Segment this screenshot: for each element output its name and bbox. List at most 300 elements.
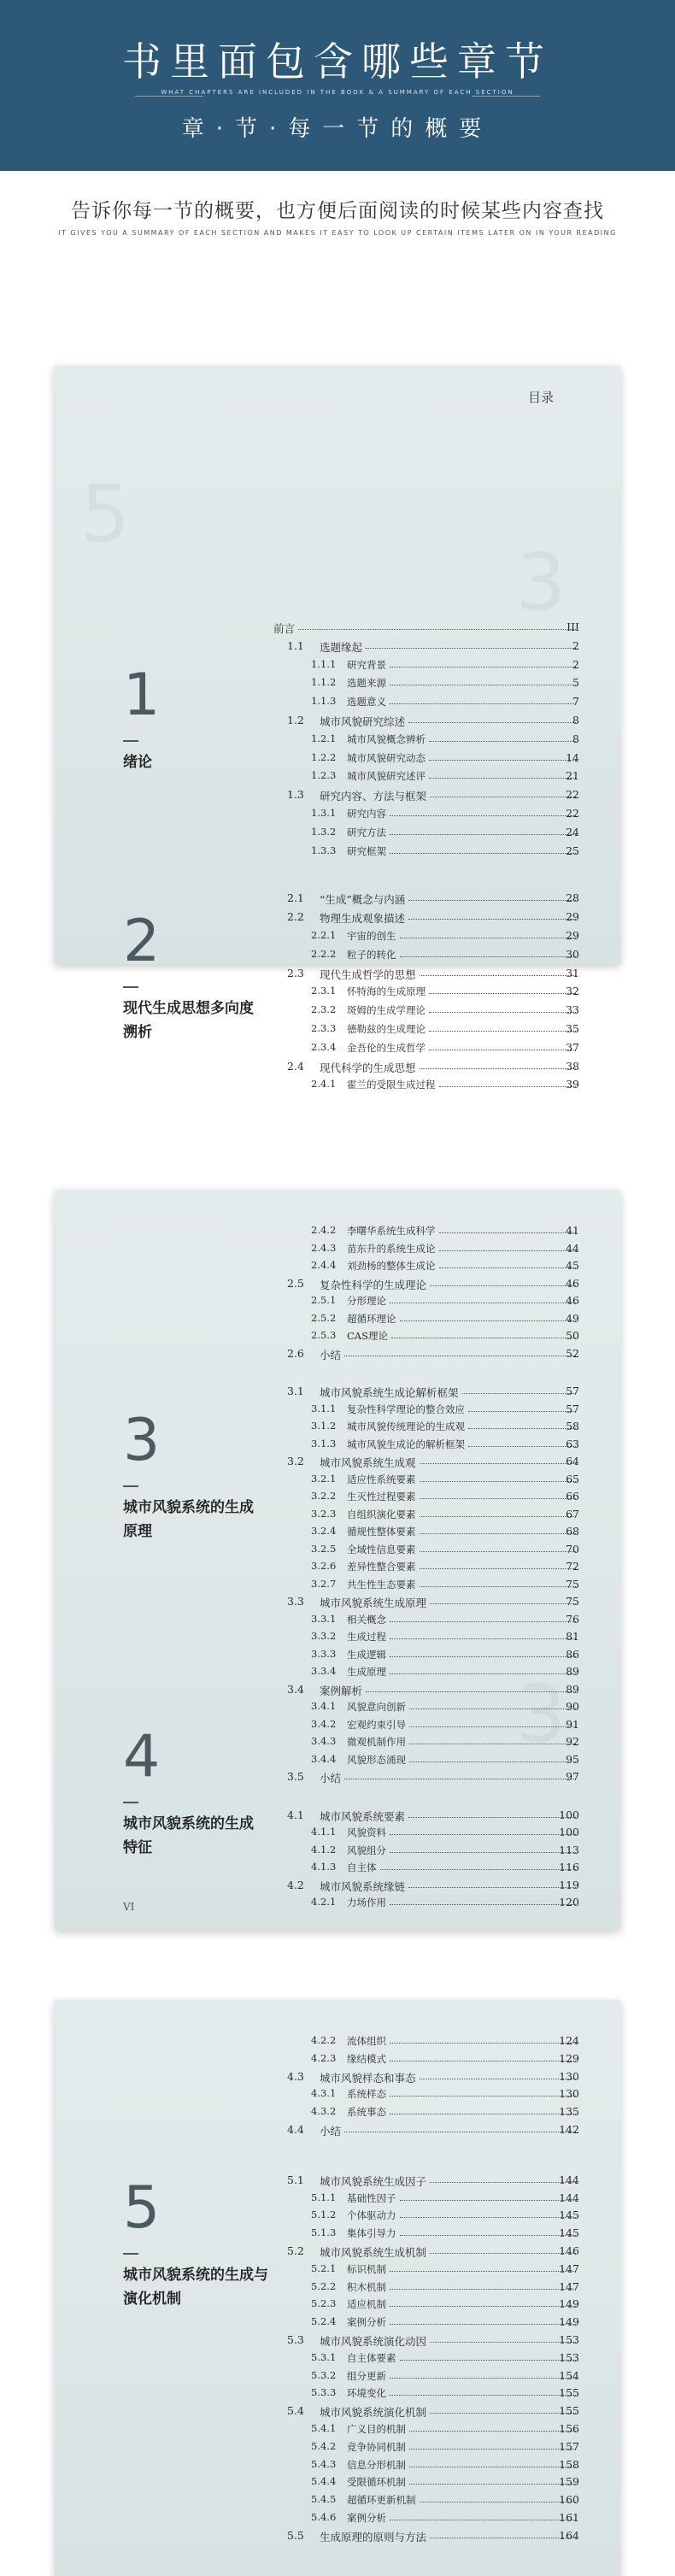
section-number: 2.2.2 <box>311 947 337 960</box>
section-title: 生成过程 <box>347 1631 386 1643</box>
page-ref: 28 <box>566 891 579 905</box>
section-title: 城市风貌生成论的解析框架 <box>347 1438 465 1450</box>
section-title: 怀特海的生成原理 <box>347 985 426 998</box>
section-title: 超循环理论 <box>347 1312 396 1325</box>
page-ref: 68 <box>566 1525 579 1538</box>
section-number: 2.5.1 <box>311 1294 337 1306</box>
section-title: 环境变化 <box>347 2387 386 2400</box>
section-title: 选题缘起 <box>320 640 363 654</box>
toc-entry <box>55 910 620 931</box>
page-ref: 86 <box>566 1647 579 1661</box>
section-title: 受限循环机制 <box>347 2476 406 2489</box>
section-number: 2.2.1 <box>311 929 337 941</box>
section-number: 3.5 <box>287 1770 304 1783</box>
page-ref: 164 <box>559 2528 579 2542</box>
section-title: 广义目的机制 <box>347 2423 406 2435</box>
section-number: 3.3.2 <box>311 1630 337 1642</box>
section-number: 5.4 <box>287 2404 304 2418</box>
section-title: 城市风貌概念辨析 <box>347 732 426 745</box>
section-number: 1.1.3 <box>311 695 337 708</box>
section-title: 宇宙的创生 <box>347 930 396 942</box>
page-ref: 147 <box>559 2279 579 2293</box>
page-ref: 155 <box>559 2386 579 2400</box>
section-title: 城市风貌系统生成机制 <box>320 2246 427 2259</box>
section-title: 城市风貌研究述评 <box>347 770 426 783</box>
section-number: 1.3.3 <box>311 844 337 856</box>
toc-entry <box>55 1347 620 1367</box>
section-title: 自主体要素 <box>347 2351 396 2364</box>
section-number: 1.1.2 <box>311 676 337 689</box>
section-title: 共生性生态要素 <box>347 1578 416 1591</box>
section-title: 微观机制作用 <box>347 1736 406 1748</box>
section-number: 4.2.1 <box>311 1896 337 1908</box>
toc-entry <box>55 807 620 827</box>
page-ref: 70 <box>566 1542 579 1556</box>
section-number: 1.2.1 <box>311 732 337 744</box>
section-title: 集体引导力 <box>347 2227 396 2240</box>
section-title: 风貌资料 <box>347 1826 386 1838</box>
page-ref: 41 <box>566 1224 579 1237</box>
page-ref: 5 <box>572 676 579 690</box>
page-ref: 29 <box>566 910 579 924</box>
section-title: 复杂性科学理论的整合效应 <box>347 1403 465 1415</box>
section-number: 5.2.4 <box>311 2315 337 2328</box>
section-title: 城市风貌系统演化动因 <box>320 2335 427 2348</box>
section-number: 4.1.2 <box>311 1843 337 1856</box>
section-number: 1.2.3 <box>311 769 337 782</box>
page-ref: 160 <box>559 2493 579 2507</box>
page-ref: 90 <box>566 1700 579 1713</box>
page-ref: 7 <box>572 695 579 709</box>
page-ref: 129 <box>559 2051 579 2065</box>
section-number: 2.3.2 <box>311 1003 337 1016</box>
page-ref: 64 <box>566 1455 579 1467</box>
section-number: 4.3.1 <box>311 2087 337 2100</box>
section-title: 小结 <box>320 1348 342 1362</box>
section-title: 信息分形机制 <box>347 2458 406 2471</box>
section-title: 系统样态 <box>347 2088 386 2101</box>
section-number: 5.2.1 <box>311 2261 337 2274</box>
section-title: 金吾伦的生成哲学 <box>347 1041 426 1054</box>
section-title: 系统事态 <box>347 2106 386 2119</box>
page-ref: 158 <box>559 2457 579 2471</box>
section-number: 5.4.5 <box>311 2493 337 2506</box>
section-title: 缘结模式 <box>347 2052 386 2065</box>
section-number: 3.1.3 <box>311 1437 337 1450</box>
section-title: 城市风貌系统演化机制 <box>320 2406 427 2420</box>
chapter-number: 2 <box>123 908 161 975</box>
section-title: 城市风貌研究动态 <box>347 751 426 764</box>
bleed-through-mark: 3 <box>516 1668 566 1760</box>
toc-title: 目录 <box>527 390 554 405</box>
page-ref: 14 <box>566 750 579 764</box>
toc-entry <box>55 676 620 697</box>
toc-entry <box>55 948 620 968</box>
page-ref: 8 <box>572 714 579 726</box>
section-title: 个体驱动力 <box>347 2209 396 2222</box>
page-ref: 154 <box>559 2368 579 2382</box>
page-ref: 38 <box>566 1059 579 1073</box>
intro-text-en: IT GIVES YOU A SUMMARY OF EACH SECTION AND MAKES IT EASY TO LOOK UP CERTAIN ITEMS LATER ON IN YOUR READING <box>58 229 617 237</box>
header-title: 书里面包含哪些章节 <box>122 38 553 85</box>
section-number: 5.4.6 <box>311 2511 337 2523</box>
page-ref: 76 <box>566 1612 579 1626</box>
page-ref: 142 <box>559 2123 579 2136</box>
section-number: 4.4 <box>287 2123 304 2136</box>
page-ref: 144 <box>559 2191 579 2204</box>
section-title: 宏观约束引导 <box>347 1718 406 1731</box>
intro-text: 告诉你每一节的概要，也方便后面阅读的时候某些内容查找 <box>71 200 604 222</box>
header-banner <box>0 0 675 171</box>
section-number: 5.4.2 <box>311 2439 337 2452</box>
section-title: CAS理论 <box>347 1330 388 1342</box>
section-number: 2.6 <box>287 1346 304 1360</box>
section-title: 前言 <box>273 622 296 635</box>
page-ref: 44 <box>566 1241 579 1255</box>
section-title: 研究框架 <box>347 844 386 857</box>
section-title: 差异性整合要素 <box>347 1561 416 1573</box>
section-number: 3.2.5 <box>311 1542 337 1555</box>
section-title: 城市风貌系统生成因子 <box>320 2174 427 2188</box>
section-number: 3.3 <box>287 1595 304 1608</box>
section-title: 研究内容、方法与框架 <box>320 790 427 803</box>
section-number: 3.3.3 <box>311 1647 337 1660</box>
page-ref: 113 <box>559 1843 579 1856</box>
section-title: 生成逻辑 <box>347 1648 386 1661</box>
page-ref: 97 <box>566 1770 579 1783</box>
page-ref: 63 <box>566 1437 579 1450</box>
chapter-number: 3 <box>123 1407 161 1474</box>
toc-page-3 <box>55 2000 620 2576</box>
toc-entry <box>55 1896 620 1916</box>
section-number: 2.5.3 <box>311 1329 337 1341</box>
page-ref: 2 <box>572 638 579 652</box>
section-title: 自主体 <box>347 1861 377 1873</box>
section-number: 3.2.2 <box>311 1490 337 1502</box>
bleed-through-mark: 5 <box>80 468 131 560</box>
page-ref: 22 <box>566 807 579 820</box>
section-number: 3.3.1 <box>311 1612 337 1625</box>
page-ref: 153 <box>559 2350 579 2364</box>
toc-entry <box>55 751 620 772</box>
page-ref: 58 <box>566 1420 579 1432</box>
page-ref: 159 <box>559 2475 579 2489</box>
section-title: 力场作用 <box>347 1897 386 1908</box>
section-number: 4.2.2 <box>311 2034 337 2046</box>
page-ref: 116 <box>559 1861 579 1873</box>
section-title: 风貌组分 <box>347 1844 386 1856</box>
section-title: 小结 <box>320 2125 342 2138</box>
section-number: 5.3 <box>287 2333 304 2346</box>
toc-entry <box>55 658 620 679</box>
section-number: 4.1 <box>287 1808 304 1821</box>
page-ref: 135 <box>559 2105 579 2119</box>
page-ref: 39 <box>566 1078 579 1091</box>
section-number: 5.3.1 <box>311 2350 337 2363</box>
section-number: 2.4.4 <box>311 1259 337 1271</box>
section-number: 3.3.4 <box>311 1665 337 1677</box>
section-number: 5.2 <box>287 2244 304 2257</box>
page-ref: 124 <box>559 2034 579 2047</box>
chapter-number: 5 <box>123 2174 161 2242</box>
page-ref: 52 <box>566 1346 579 1360</box>
page-ref: 147 <box>559 2261 579 2275</box>
section-number: 3.1.1 <box>311 1402 337 1414</box>
section-title: 循规性整体要素 <box>347 1526 416 1538</box>
toc-page-2 <box>55 1190 620 1930</box>
page-ref: 57 <box>566 1402 579 1415</box>
toc-entry <box>55 1041 620 1062</box>
page-number: VI <box>123 1901 135 1913</box>
divider <box>123 1802 138 1803</box>
section-number: 3.4 <box>287 1682 304 1696</box>
section-title: 风貌意向创新 <box>347 1701 406 1713</box>
section-title: 生灭性过程要素 <box>347 1491 416 1503</box>
section-number: 1.3.1 <box>311 807 337 819</box>
chapter-title: 现代生成思想多向度溯析 <box>123 1000 254 1041</box>
section-title: 苗东升的系统生成论 <box>347 1242 436 1255</box>
chapter-title: 城市风貌系统的生成原理 <box>123 1499 254 1540</box>
section-title: 斑姆的生成学理论 <box>347 1004 426 1017</box>
toc-entry <box>55 1770 620 1791</box>
section-number: 5.1.1 <box>311 2191 337 2203</box>
section-title: 城市风貌传统理论的生成观 <box>347 1420 465 1432</box>
section-number: 4.3.2 <box>311 2105 337 2118</box>
section-number: 1.3.2 <box>311 825 337 838</box>
header-subtitle: 章·节·每一节的概要 <box>181 116 494 142</box>
section-number: 1.1 <box>287 638 304 652</box>
section-number: 3.2.3 <box>311 1507 337 1520</box>
toc-entry <box>55 967 620 987</box>
section-number: 3.4.1 <box>311 1700 337 1712</box>
section-number: 2.5.2 <box>311 1311 337 1324</box>
section-title: 适应性系统要素 <box>347 1473 416 1485</box>
page-ref: 156 <box>559 2422 579 2435</box>
toc-entry <box>55 620 620 641</box>
page-ref: 65 <box>566 1472 579 1485</box>
section-number: 3.2.6 <box>311 1560 337 1572</box>
chapter-title: 城市风貌系统的生成特征 <box>123 1815 254 1856</box>
section-title: 粒子的转化 <box>347 948 396 961</box>
section-number: 5.5 <box>287 2528 304 2542</box>
toc-entry <box>55 929 620 950</box>
toc-entry <box>55 891 620 912</box>
page-ref: 33 <box>566 1003 579 1017</box>
section-title: 适应机制 <box>347 2298 386 2311</box>
page-ref: 46 <box>566 1276 579 1290</box>
page-ref: 45 <box>566 1259 579 1272</box>
section-title: 超循环更新机制 <box>347 2494 416 2507</box>
section-title: 城市风貌系统生成观 <box>320 1456 416 1469</box>
section-title: 研究方法 <box>347 826 386 838</box>
page-ref: 8 <box>572 732 579 745</box>
section-title: 李曙华系统生成科学 <box>347 1225 436 1237</box>
section-number: 4.2.3 <box>311 2051 337 2064</box>
section-number: 3.4.4 <box>311 1752 337 1765</box>
section-number: 2.4.2 <box>311 1224 337 1236</box>
chapter-title: 绪论 <box>123 754 152 771</box>
page-ref: 146 <box>559 2244 579 2257</box>
section-number: 2.1 <box>287 891 304 905</box>
chapter-number: 4 <box>123 1723 161 1791</box>
section-number: 4.1.3 <box>311 1861 337 1873</box>
section-number: 5.4.4 <box>311 2475 337 2488</box>
page-ref: 92 <box>566 1735 579 1748</box>
page-ref: 157 <box>559 2439 579 2453</box>
section-title: 标识机制 <box>347 2262 386 2275</box>
section-title: 现代生成哲学的思想 <box>320 967 416 981</box>
section-title: 风貌形态涌现 <box>347 1753 406 1766</box>
page-ref: 119 <box>559 1878 579 1891</box>
page-ref: 89 <box>566 1665 579 1678</box>
toc-entry <box>55 1078 620 1098</box>
section-number: 2.2 <box>287 910 304 924</box>
page-ref: 75 <box>566 1577 579 1591</box>
page-ref: 149 <box>559 2297 579 2311</box>
section-number: 1.3 <box>287 788 304 802</box>
section-number: 3.4.2 <box>311 1717 337 1730</box>
page-ref: 149 <box>559 2315 579 2329</box>
page-ref: 161 <box>559 2511 579 2524</box>
section-number: 1.2.2 <box>311 750 337 763</box>
page-ref: 37 <box>566 1040 579 1054</box>
page-ref: 22 <box>566 788 579 802</box>
page-ref: 155 <box>559 2404 579 2418</box>
section-number: 4.3 <box>287 2069 304 2083</box>
section-number: 3.1 <box>287 1385 304 1397</box>
section-title: “生成”概念与内涵 <box>320 893 406 907</box>
section-title: 德勒兹的生成理论 <box>347 1023 426 1035</box>
page-ref: 50 <box>566 1329 579 1342</box>
section-number: 3.1.2 <box>311 1420 337 1432</box>
section-title: 霍兰的受限生成过程 <box>347 1079 436 1091</box>
page-ref: 100 <box>559 1826 579 1838</box>
section-title: 现代科学的生成思想 <box>320 1061 416 1074</box>
toc-entry <box>55 2123 620 2144</box>
bleed-through-mark: 3 <box>516 537 566 628</box>
section-title: 相关概念 <box>347 1613 386 1626</box>
section-number: 3.2.1 <box>311 1472 337 1485</box>
page-ref: 24 <box>566 825 579 838</box>
page-ref: 30 <box>566 947 579 961</box>
section-title: 积木机制 <box>347 2280 386 2293</box>
section-number: 2.4 <box>287 1059 304 1073</box>
toc-entry <box>55 639 620 660</box>
page-ref: 49 <box>566 1311 579 1325</box>
section-number: 2.3.4 <box>311 1040 337 1053</box>
section-title: 选题来源 <box>347 677 386 690</box>
page-ref: 66 <box>566 1490 579 1503</box>
dot-leader <box>298 629 576 630</box>
section-number: 5.4.3 <box>311 2457 337 2470</box>
toc-entry <box>55 844 620 865</box>
section-number: 1.1.1 <box>311 657 337 670</box>
page-ref: 130 <box>559 2087 579 2101</box>
section-number: 5.1.2 <box>311 2208 337 2221</box>
toc-entry <box>55 714 620 734</box>
toc-entry <box>55 985 620 1005</box>
toc-entry <box>55 2529 620 2550</box>
section-title: 分形理论 <box>347 1295 386 1307</box>
section-title: 研究内容 <box>347 808 386 820</box>
section-number: 2.4.1 <box>311 1078 337 1091</box>
page-ref: 46 <box>566 1294 579 1307</box>
section-number: 5.1.3 <box>311 2226 337 2239</box>
section-title: 生成原理的原则与方法 <box>320 2530 427 2544</box>
page-ref: 35 <box>566 1022 579 1035</box>
toc-entry <box>55 826 620 846</box>
page-ref: 144 <box>559 2173 579 2186</box>
header-subtitle-en: WHAT CHAPTERS ARE INCLUDED IN THE BOOK & A SUMMARY OF EACH SECTION <box>161 89 514 96</box>
page-ref: 75 <box>566 1595 579 1608</box>
section-title: 自组织演化要素 <box>347 1508 416 1520</box>
page-ref: 21 <box>566 769 579 783</box>
section-title: 城市风貌系统缘链 <box>320 1879 406 1893</box>
section-number: 5.1 <box>287 2173 304 2186</box>
page-ref: 2 <box>572 657 579 671</box>
section-title: 城市风貌系统要素 <box>320 1809 406 1823</box>
page-ref: 67 <box>566 1507 579 1520</box>
page-ref: 29 <box>566 929 579 942</box>
section-number: 5.4.1 <box>311 2422 337 2434</box>
section-title: 城市风貌系统生成论解析框架 <box>320 1386 459 1399</box>
section-title: 小结 <box>320 1772 342 1785</box>
section-number: 2.3.3 <box>311 1022 337 1034</box>
section-title: 流体组织 <box>347 2035 386 2047</box>
page-ref: 95 <box>566 1752 579 1766</box>
page-ref: 145 <box>559 2226 579 2240</box>
section-title: 案例分析 <box>347 2512 386 2524</box>
page-ref: 100 <box>559 1808 579 1821</box>
page-ref: 25 <box>566 844 579 857</box>
section-number: 3.4.3 <box>311 1735 337 1747</box>
section-number: 1.2 <box>287 714 304 726</box>
section-number: 2.5 <box>287 1276 304 1290</box>
page-ref: 91 <box>566 1717 579 1731</box>
section-title: 复杂性科学的生成理论 <box>320 1278 427 1291</box>
page-ref: III <box>566 620 579 633</box>
page-ref: 120 <box>559 1896 579 1908</box>
toc-entry <box>55 1022 620 1043</box>
section-number: 5.2.3 <box>311 2297 337 2310</box>
section-title: 全域性信息要素 <box>347 1543 416 1556</box>
section-title: 案例解析 <box>320 1684 363 1697</box>
section-number: 2.3 <box>287 966 304 979</box>
section-number: 3.2 <box>287 1455 304 1467</box>
section-number: 3.2.4 <box>311 1525 337 1537</box>
section-title: 基础性因子 <box>347 2191 396 2204</box>
toc-entry <box>55 788 620 809</box>
section-title: 组分更新 <box>347 2369 386 2382</box>
page-ref: 89 <box>566 1682 579 1696</box>
section-title: 选题意义 <box>347 696 386 709</box>
section-number: 5.3.3 <box>311 2386 337 2399</box>
toc-entry <box>55 1003 620 1024</box>
header-rule-left <box>135 96 203 97</box>
section-title: 案例分析 <box>347 2316 386 2329</box>
header-rule-right <box>472 96 540 97</box>
toc-entry <box>55 695 620 715</box>
section-title: 城市风貌样态和事态 <box>320 2071 416 2085</box>
section-title: 竞争协同机制 <box>347 2440 406 2453</box>
section-number: 2.3.1 <box>311 985 337 997</box>
page-ref: 81 <box>566 1630 579 1643</box>
page-ref: 57 <box>566 1385 579 1397</box>
section-number: 5.3.2 <box>311 2368 337 2381</box>
section-title: 城市风貌研究综述 <box>320 715 406 728</box>
page-ref: 145 <box>559 2208 579 2222</box>
page-ref: 31 <box>566 966 579 979</box>
